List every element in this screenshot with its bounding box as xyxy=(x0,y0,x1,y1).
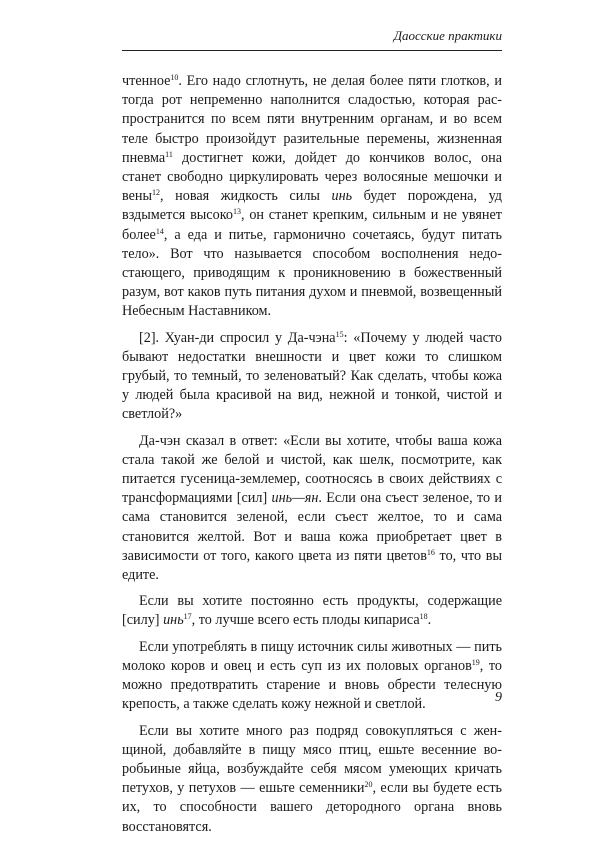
footnote-ref: 11 xyxy=(165,149,173,159)
text-run: : «Почему у людей часто бывают недостатки внешности и цвет кожи то слишком грубый, то темный, то зеленоватый? Как сделать, чтобы кожа у людей была красивой на вид, нежной и тонкой, чистой и светлой?» xyxy=(122,329,502,423)
paragraph xyxy=(122,722,502,837)
text-run: . Если она съест зеленое, то и сама становится зеленой, если съест желтое, то и сама становится желтой. Вот и ваша кожа приобретает цвет в зависимости от того, какого цвета из пяти цветов xyxy=(122,490,502,564)
text-run: . xyxy=(427,612,432,629)
text-run: Если вы хотите постоянно есть продукты, содержащие [силу] xyxy=(122,593,502,629)
footnote-ref: 14 xyxy=(155,226,164,236)
footnote-ref: 15 xyxy=(335,329,344,339)
footnote-ref: 18 xyxy=(419,612,428,622)
running-title: Даосские практики xyxy=(393,28,502,43)
paragraph xyxy=(122,592,502,630)
footnote-ref: 10 xyxy=(170,73,179,82)
text-run: , а еда и питье, гармонично сочетаясь, будут питать тело». Вот что называется способом восполнения недостающего, приводящим к проникновению в божественный разум, вот каков путь питания духом и пневмой, возвещенный Небесным Наставником. xyxy=(122,226,502,320)
text-run: будет порождена, уд вздымется высоко xyxy=(122,188,502,224)
italic-term: инь xyxy=(163,612,184,629)
text-run: Если употреблять в пищу источник силы животных — пить молоко коров и овец и есть суп из их половых органов xyxy=(122,638,502,674)
text-run: [2]. Хуан-ди спросил у Да-чэна xyxy=(139,329,336,346)
text-run: , новая жидкость силы xyxy=(160,188,332,205)
footnote-ref: 20 xyxy=(364,780,373,790)
italic-term: инь xyxy=(331,188,353,205)
paragraph xyxy=(122,432,502,586)
text-run: Да-чэн сказал в ответ: «Если вы хотите, чтобы ваша кожа стала такой же белой и чистой, как шелк, посмотрите, как питается гусеница-землемер, соотносясь в своих действиях с трансформациями [сил] xyxy=(122,432,502,507)
paragraph xyxy=(122,638,502,715)
footnote-ref: 13 xyxy=(232,207,241,217)
body-text xyxy=(122,72,502,844)
text-run: достигнет кожи, дойдет до кончиков волос, она станет свободно циркулировать через волосяные мешочки и вены xyxy=(122,149,502,205)
page-number: 9 xyxy=(495,690,502,705)
italic-term: инь—ян xyxy=(271,490,319,507)
footnote-ref: 12 xyxy=(152,188,161,198)
footnote-ref: 19 xyxy=(471,657,480,667)
text-run: Если вы хотите много раз подряд совокупляться с женщиной, добавляйте в пищу мясо птиц, ешьте весенние воробьиные яйца, возбуждайте себя мясом умеющих кричать петухов, у петухов — ешьте семенники xyxy=(122,722,502,797)
paragraph xyxy=(122,329,502,425)
text-run: , то лучше всего есть плоды кипариса xyxy=(191,612,420,629)
text-run: . Его надо сглотнуть, не делая более пяти глотков, и тогда рот непременно наполнится сладостью, которая распространится по всем пяти внутренним органам, и во всем теле быстро произойдут разительные перемены, жизненная пневма xyxy=(122,73,502,166)
text-run: , если вы будете есть их, то способности вашего детородного органа вновь восстановятся. xyxy=(122,780,503,835)
footnote-ref: 17 xyxy=(183,612,192,622)
text-run: , то можно предотвратить старение и вновь обрести телесную крепость, а также сделать кожу нежной и светлой. xyxy=(122,657,503,713)
footnote-ref: 16 xyxy=(426,547,435,557)
running-head xyxy=(122,26,502,51)
paragraph xyxy=(122,72,502,322)
text-run: , он станет крепким, сильным и не увянет более xyxy=(122,207,502,243)
text-run: то, что вы едите. xyxy=(122,547,502,584)
text-run: чтенное xyxy=(122,73,171,89)
